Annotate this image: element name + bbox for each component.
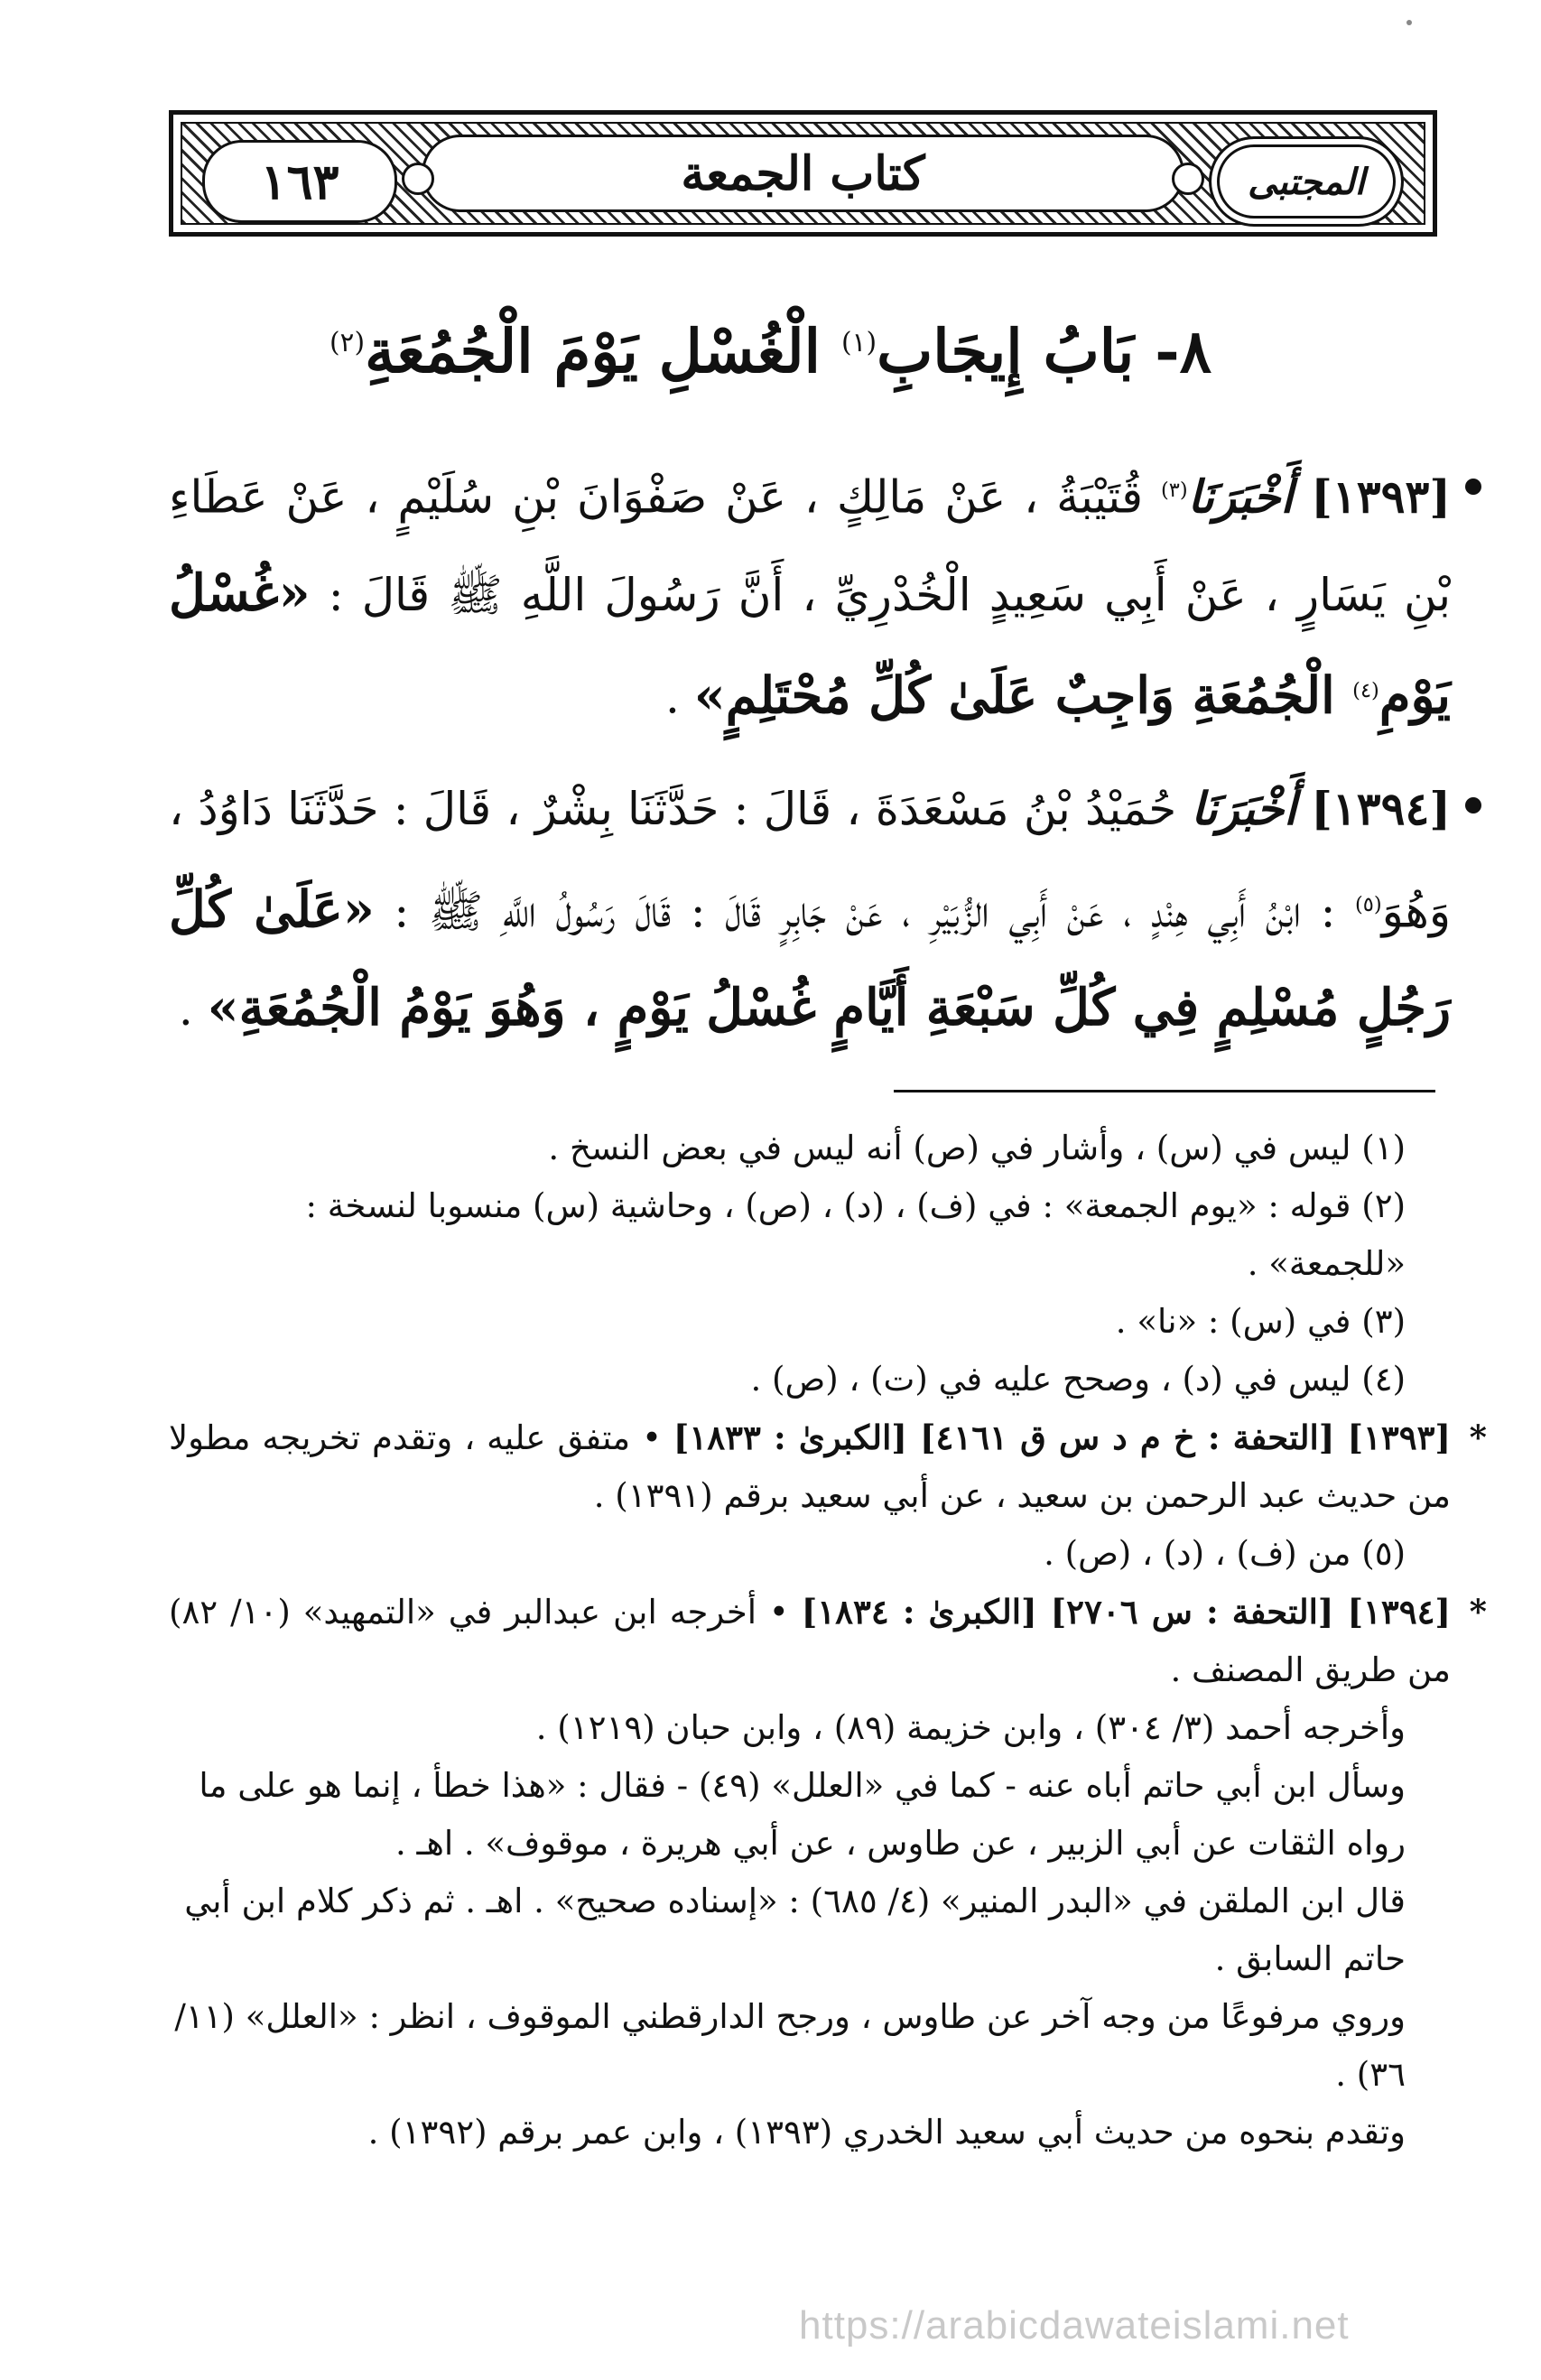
takhrij-1393-text: • متفق عليه ، وتقدم تخريجه مطولا من حديث عبد الرحمن بن سعيد ، عن أبي سعيد برقم (١٣٩١) . xyxy=(169,1418,1451,1515)
star-icon: * xyxy=(1469,1592,1487,1632)
footnote-3: (٣) في (س) : «نا» . xyxy=(1115,1302,1406,1341)
hadith-matn-part-1: «غُسْلُ يَوْمِ xyxy=(169,562,1451,726)
page-number-cartouche xyxy=(202,140,397,223)
takhrij-1394-head: [١٣٩٤] [التحفة : س ٢٧٠٦] [الكبرىٰ : ١٨٣٤] xyxy=(801,1592,1451,1632)
takhrij-paragraph-2: وسأل ابن أبي حاتم أباه عنه - كما في «العلل» (٤٩) - فقال : «هذا خطأ ، إنما هو على ما رواه الثقات عن أبي الزبير ، عن طاوس ، عن أبي هريرة ، موقوف» . اهـ . xyxy=(199,1766,1406,1863)
hadith-matn-part-2: الْجُمُعَةِ وَاجِبٌ عَلَىٰ كُلِّ مُحْتَلِمٍ» xyxy=(693,665,1353,726)
ornament-knot-icon xyxy=(402,163,434,195)
hadith-akhbarana: أَخْبَرَنَا xyxy=(1187,469,1294,524)
hadith-number: [١٣٩٣] xyxy=(1311,469,1451,524)
footnote-ref-1: (١) xyxy=(840,327,877,358)
hadith-isnad-part-1: حُمَيْدُ بْنُ مَسْعَدَةَ ، قَالَ : حَدَّثَنَا بِشْرٌ ، قَالَ : حَدَّثَنَا دَاوُدُ ، وَهُوَ xyxy=(169,783,1451,938)
takhrij-1393 xyxy=(169,1408,1487,1525)
footnotes-section xyxy=(169,1120,1487,2162)
book-logo-text: المجتبى xyxy=(1248,160,1365,203)
takhrij-1393-head: [١٣٩٣] [التحفة : خ م د س ق ٤١٦١] [الكبرىٰ : ١٨٣٣] xyxy=(673,1418,1451,1457)
ornament-knot-icon xyxy=(1172,163,1204,195)
book-logo xyxy=(1209,136,1404,227)
footnote-ref-3: (٣) xyxy=(1161,479,1188,502)
footnote-5: (٥) من (ف) ، (د) ، (ص) . xyxy=(1044,1534,1406,1573)
hadith-isnad: قُتَيْبَةُ ، عَنْ مَالِكٍ ، عَنْ صَفْوَانَ بْنِ سُلَيْمٍ ، عَنْ عَطَاءِ بْنِ يَسَارٍ ، عَنْ أَبِي سَعِيدٍ الْخُدْرِيِّ ، أَنَّ رَسُولَ اللَّهِ ﷺ قَالَ : xyxy=(169,470,1451,621)
hadith-1393 xyxy=(169,442,1451,745)
footnote-ref-5: (٥) xyxy=(1355,893,1382,916)
footnote-ref-4: (٤) xyxy=(1352,678,1379,702)
page-header xyxy=(169,110,1437,237)
bab-heading xyxy=(169,293,1372,393)
takhrij-1394 xyxy=(169,1583,1487,1699)
hadith-akhbarana: أَخْبَرَنَا xyxy=(1191,782,1297,835)
footnote-1: (١) ليس في (س) ، وأشار في (ص) أنه ليس في بعض النسخ . xyxy=(548,1129,1406,1167)
takhrij-paragraph-4: وروي مرفوعًا من وجه آخر عن طاوس ، ورجح الدارقطني الموقوف ، انظر : «العلل» (١١/ ٣٦) . xyxy=(174,1997,1406,2094)
hadith-matn: «عَلَىٰ كُلِّ رَجُلٍ مُسْلِمٍ فِي كُلِّ سَبْعَةِ أَيَّامٍ غُسْلُ يَوْمٍ ، وَهُوَ يَوْمُ الْجُمُعَةِ» xyxy=(169,879,1451,1037)
header-ornament-border xyxy=(181,122,1425,225)
footnote-ref-2: (٢) xyxy=(329,327,366,358)
chapter-title-cartouche xyxy=(422,135,1184,212)
takhrij-paragraph-3: قال ابن الملقن في «البدر المنير» (٤/ ٦٨٥) : «إسناده صحيح» . اهـ . ثم ذكر كلام ابن أبي حاتم السابق . xyxy=(184,1882,1406,1978)
takhrij-paragraph-1: وأخرجه أحمد (٣/ ٣٠٤) ، وابن خزيمة (٨٩) ، وابن حبان (١٢١٩) . xyxy=(535,1708,1406,1747)
takhrij-1394-text: • أخرجه ابن عبدالبر في «التمهيد» (١٠/ ٨٢) من طريق المصنف . xyxy=(169,1593,1451,1689)
hadith-end: . xyxy=(178,982,208,1036)
footnote-divider xyxy=(894,1090,1435,1092)
footnote-2: (٢) قوله : «يوم الجمعة» : في (ف) ، (د) ، (ص) ، وحاشية (س) منسوبا لنسخة : «للجمعة» . xyxy=(305,1186,1406,1283)
hadith-isnad-part-2: : ابْنُ أَبِي هِنْدٍ ، عَنْ أَبِي الزُّبَيْرِ ، عَنْ جَابِرٍ قَالَ : قَالَ رَسُولُ اللَّهِ ﷺ : xyxy=(374,885,1355,938)
watermark: https://arabicdawateislami.net xyxy=(799,2303,1350,2347)
page-number: ١٦٣ xyxy=(260,153,339,210)
bab-heading-main: ٨- بَابُ إِيجَابِ xyxy=(877,316,1212,386)
bullet-icon xyxy=(1465,797,1481,813)
hadith-number: [١٣٩٤] xyxy=(1311,782,1451,835)
hadith-end: . xyxy=(664,671,694,724)
takhrij-paragraph-5: وتقدم بنحوه من حديث أبي سعيد الخدري (١٣٩٣) ، وابن عمر برقم (١٣٩٢) . xyxy=(367,2113,1406,2152)
star-icon: * xyxy=(1469,1418,1487,1457)
hadith-1394 xyxy=(169,761,1451,1057)
bab-heading-mid: الْغُسْلِ يَوْمَ الْجُمُعَةِ xyxy=(365,316,841,386)
scan-dot xyxy=(1406,20,1412,25)
chapter-title: كتاب الجمعة xyxy=(681,145,925,201)
footnote-4: (٤) ليس في (د) ، وصحح عليه في (ت) ، (ص) . xyxy=(750,1360,1406,1399)
bullet-icon xyxy=(1465,479,1481,495)
